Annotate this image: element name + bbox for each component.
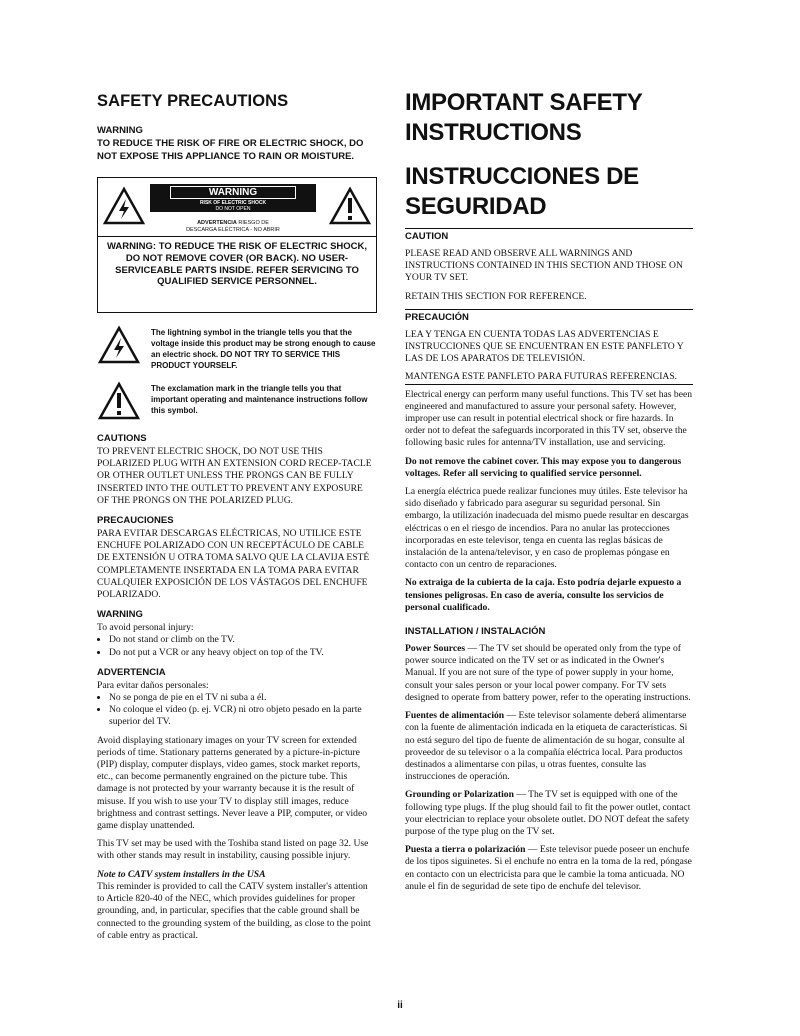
advertencia-heading: ADVERTENCIA <box>97 666 166 678</box>
warning2-intro: To avoid personal injury: <box>97 622 194 634</box>
list-item: • Do not put a VCR or any heavy object on top of the TV. <box>109 647 377 659</box>
warning-box-text: WARNING: TO REDUCE THE RISK OF ELECTRIC SHOCK, DO NOT REMOVE COVER (OR BACK). NO USER-SERVICEABLE PARTS INSIDE. REFER SERVICING TO QUALIFIED SERVICE PERSONNEL. <box>98 236 376 292</box>
warning-label-box <box>97 177 377 313</box>
page-number: ii <box>397 1000 403 1011</box>
fuentes-label: Fuentes de alimentación <box>405 710 505 722</box>
mantenga-text: MANTENGA ESTE PANFLETO PARA FUTURAS REFERENCIAS. <box>405 371 678 383</box>
cautions-heading: CAUTIONS <box>97 433 147 444</box>
caution-text: PLEASE READ AND OBSERVE ALL WARNINGS AND INSTRUCTIONS CONTAINED IN THIS SECTION AND THOSE ON YOUR TV SET. <box>405 248 683 284</box>
advertencia-intro: Para evitar daños personales: <box>97 679 209 691</box>
warning-label-line1: RISK OF ELECTRIC SHOCK <box>199 200 267 206</box>
title-es-line2: SEGURIDAD <box>405 193 547 220</box>
caution-heading: CAUTION <box>405 228 693 242</box>
safety-precautions-title: SAFETY PRECAUTIONS <box>97 92 289 110</box>
power-sources-text: — The TV set should be operated only from the type of power source indicated on the TV set or as indicated in the Owner's Manual. If you are not sure of the type of power supply in your home, consult your sales person or your local power company. For TV sets designed to operate from battery power, refer to the operating instructions. <box>405 643 691 703</box>
cautions-text: TO PREVENT ELECTRIC SHOCK, DO NOT USE THIS POLARIZED PLUG WITH AN EXTENSION CORD RECEP-TACLE OR OTHER OUTLET UNLESS THE PRONGS CAN BE FULLY INSERTED INTO THE OUTLET TO PREVENT ANY EXPOSURE OF THE PRONGS ON THE POLARIZED PLUG. <box>97 446 372 506</box>
precauciones-heading: PRECAUCIONES <box>97 515 174 527</box>
instrucciones-title <box>405 162 693 222</box>
warning-text: TO REDUCE THE RISK OF FIRE OR ELECTRIC SHOCK, DO NOT EXPOSE THIS APPLIANCE TO RAIN OR MOISTURE. <box>97 138 364 162</box>
warning-label-title: WARNING <box>170 186 296 199</box>
fuentes-text: — Este televisor solamente deberá alimentarse con la fuente de alimentación indicada en la etiqueta de características. Si no está seguro del tipo de fuente de alimentación de su hogar, consulte al proveedor de su televisor o a la compañía eléctrica local. Para productos destinados a alimentarse con pilas, u otras fuentes, consulte las instrucciones de operación. <box>405 710 688 783</box>
title-es-line1: INSTRUCCIONES DE <box>405 163 639 190</box>
electrical-energy-text: Electrical energy can perform many useful functions. This TV set has been engineered and manufactured to assure your personal safety. However, improper use can result in potential electrical shock or fire hazards. In order not to defeat the safeguards incorporated in this TV set, observe the following basic rules for antenna/TV installation, use and servicing. <box>405 388 693 449</box>
exclamation-explanation <box>97 381 377 421</box>
tierra-text: — Este televisor puede poseer un enchufe de los tipos siguinetes. Si el enchufe no entra en la toma de la red, póngase en contacto con un electricista para que le cambie la toma anticuada. NO anule el fin de seguridad de sete tipo de enchufe del televisor. <box>405 844 692 892</box>
warning2-heading: WARNING <box>97 609 143 621</box>
warning2-list <box>97 634 377 658</box>
list-item: • No se ponga de pie en el TV ni suba a él. <box>109 692 377 704</box>
catv-heading: Note to CATV system installers in the USA <box>97 868 266 880</box>
warning-label <box>150 184 316 212</box>
grounding-label: Grounding or Polarization <box>405 789 514 801</box>
precaucion-heading: PRECAUCIÓN <box>405 309 693 323</box>
installation-heading: INSTALLATION / INSTALACIÓN <box>405 626 546 638</box>
advertencia-list <box>97 692 377 729</box>
warning-heading: WARNING <box>97 125 143 136</box>
advertencia-label-line2: DESCARGA ELÉCTRICA - NO ABRIR <box>186 227 280 233</box>
lightning-text: The lightning symbol in the triangle tells you that the voltage inside this product may be strong enough to cause an electric shock. DO NOT TRY TO SERVICE THIS PRODUCT YOURSELF. <box>151 328 376 370</box>
list-item: • No coloque el vídeo (p. ej. VCR) ni otro objeto pesado en la parte superior del TV. <box>109 704 377 728</box>
title-en-line2: INSTRUCTIONS <box>405 119 582 146</box>
stationary-images-text: Avoid displaying stationary images on your TV screen for extended periods of time. Stationary patterns generated by a picture-in-picture (PIP) display, computer displays, video games, stock market reports, etc., can become permanently engrained on the picture tube. This damage is not protected by your warranty because it is the result of misuse. If you wish to use your TV to display still images, reduce brightness and contrast settings. Never leave a PIP, computer, or video game display unattended. <box>97 734 368 832</box>
lightning-explanation <box>97 325 377 371</box>
catv-text: This reminder is provided to call the CATV system installer's attention to Article 820-40 of the NEC, which provides guidelines for proper grounding, and, in particular, specifies that the cable ground shall be connected to the grounding system of the building, as close to the point of cable entry as practical. <box>97 880 371 941</box>
fuentes-paragraph <box>405 710 693 783</box>
stand-text: This TV set may be used with the Toshiba stand listed on page 32. Use with other stands may result in instability, causing possible injury. <box>97 838 369 862</box>
cubierta-text: No extraiga de la cubierta de la caja. Esto podría dejarle expuesto a tensiones peligrosas. En caso de avería, consulte los servicios de personal cualificado. <box>405 577 682 613</box>
left-column <box>97 88 377 948</box>
exclamation-text: The exclamation mark in the triangle tells you that important operating and maintenance instructions follow this symbol. <box>151 384 368 415</box>
precauciones-text: PARA EVITAR DESCARGAS ELÉCTRICAS, NO UTILICE ESTE ENCHUFE POLARIZADO CON UN RECEPTÁCULO DE CABLE DE EXTENSIÓN U OTRA TOMA SALVO QUE LA CLAVIJA ESTÉ COMPLETAMENTE INSERTADA EN LA TOMA PARA EVITAR CUALQUIER EXPOSICIÓN DE LOS VÁSTAGOS DEL ENCHUFE POLARIZADO. <box>97 528 370 601</box>
grounding-paragraph <box>405 789 693 838</box>
advertencia-label-bold: ADVERTENCIA <box>197 220 237 226</box>
tierra-label: Puesta a tierra o polarización <box>405 844 526 856</box>
right-column <box>405 88 693 899</box>
retain-text: RETAIN THIS SECTION FOR REFERENCE. <box>405 290 587 302</box>
tierra-paragraph <box>405 844 693 893</box>
advertencia-label-rest: RIESGO DE <box>236 220 269 226</box>
grounding-text: — The TV set is equipped with one of the following type plugs. If the plug should fail to fit the power outlet, contact your electrician to replace your obsolete outlet. DO NOT defeat the safety purpose of the type plug on the TV set. <box>405 789 691 837</box>
advertencia-label <box>150 220 316 234</box>
power-sources-label: Power Sources <box>405 643 466 655</box>
lightning-triangle-icon <box>102 186 146 226</box>
important-safety-title <box>405 88 693 148</box>
lightning-triangle-icon <box>97 325 141 365</box>
exclamation-triangle-icon <box>328 186 372 226</box>
warning-label-line2: DO NOT OPEN <box>215 206 251 212</box>
energia-electrica-text: La energía eléctrica puede realizar funciones muy útiles. Este televisor ha sido diseñado y fabricado para asegurar su seguridad personal. Sin embargo, la utilización inadecuada del mismo puede resultar en descargas eléctricas o en el riesgo de incendios. Para no anular las protecciones incorporadas en este televisor, tenga en cuenta las reglas básicas de instalación de la antena/televisor, y en caso de proplemas póngase en contacto con un centro de reparaciones. <box>405 486 689 571</box>
list-item: • Do not stand or climb on the TV. <box>109 634 377 646</box>
title-en-line1: IMPORTANT SAFETY <box>405 89 643 116</box>
cabinet-cover-text: Do not remove the cabinet cover. This may expose you to dangerous voltages. Refer all servicing to qualified service personnel. <box>405 455 682 479</box>
precaucion-text: LEA Y TENGA EN CUENTA TODAS LAS ADVERTENCIAS E INSTRUCCIONES QUE SE ENCUENTRAN EN ESTE PANFLETO Y LAS DE LOS APARATOS DE TELEVISIÓN. <box>405 328 684 365</box>
exclamation-triangle-icon <box>97 381 141 421</box>
power-sources-paragraph <box>405 643 693 704</box>
